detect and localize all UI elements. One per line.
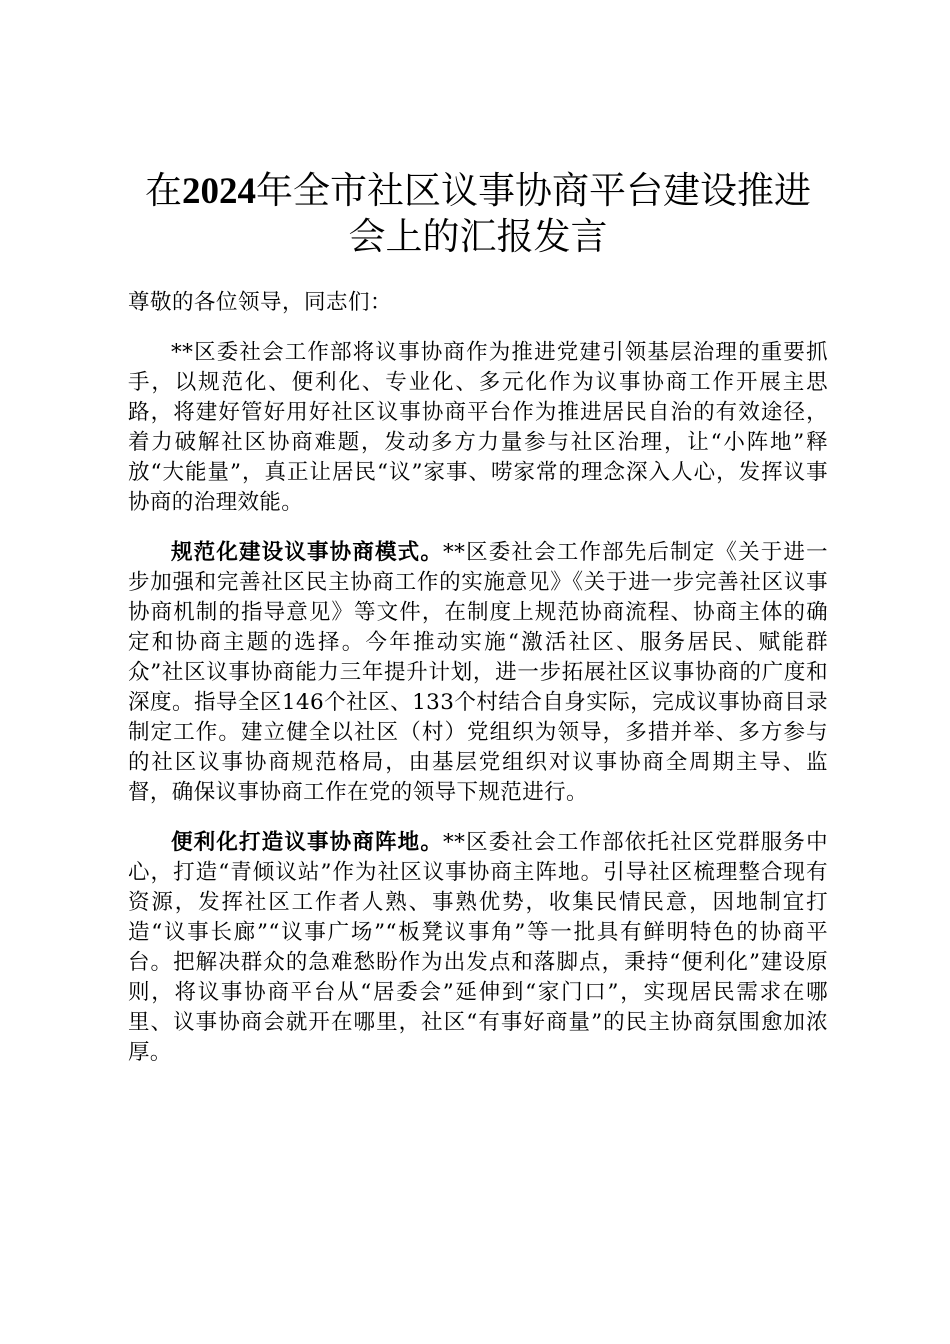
document-title [128, 168, 828, 259]
paragraph-intro [128, 338, 828, 518]
salutation: 尊敬的各位领导，同志们： [128, 290, 393, 315]
paragraph-standardization [128, 538, 828, 808]
paragraph-lead: 便利化打造议事协商阵地。 [171, 830, 444, 855]
document-page [128, 168, 828, 1068]
paragraph-body: **区委社会工作部依托社区党群服务中心，打造“青倾议站”作为社区议事协商主阵地。引导社区梳理整合现有资源，发挥社区工作者人熟、事熟优势，收集民情民意，因地制宜打造“议事长廊”“议事广场”“板凳议事角”等一批具有鲜明特色的协商平台。把解决群众的急难愁盼作为出发点和落脚点，秉持“便利化”建设原则，将议事协商平台从“居委会”延伸到“家门口”，实现居民需求在哪里、议事协商会就开在哪里，社区“有事好商量”的民主协商氛围愈加浓厚。 [128, 830, 828, 1065]
paragraph-lead: 规范化建设议事协商模式。 [171, 540, 444, 565]
title-suffix: 年全市社区议事协商平台建设推进会上的汇报发言 [256, 169, 811, 258]
paragraph-body: **区委社会工作部将议事协商作为推进党建引领基层治理的重要抓手，以规范化、便利化、专业化、多元化作为议事协商工作开展主思路，将建好管好用好社区议事协商平台作为推进居民自治的有效途径，着力破解社区协商难题，发动多方力量参与社区治理，让“小阵地”释放“大能量”，真正让居民“议”家事、唠家常的理念深入人心，发挥议事协商的治理效能。 [128, 340, 828, 515]
title-prefix: 在 [145, 169, 182, 212]
paragraph-convenience [128, 828, 828, 1068]
title-year: 2024 [182, 171, 256, 212]
paragraph-body: **区委社会工作部先后制定《关于进一步加强和完善社区民主协商工作的实施意见》《关于进一步完善社区议事协商机制的指导意见》等文件，在制度上规范协商流程、协商主体的确定和协商主题的选择。今年推动实施“激活社区、服务居民、赋能群众”社区议事协商能力三年提升计划，进一步拓展社区议事协商的广度和深度。指导全区146个社区、133个村结合自身实际，完成议事协商目录制定工作。建立健全以社区（村）党组织为领导，多措并举、多方参与的社区议事协商规范格局，由基层党组织对议事协商全周期主导、监督，确保议事协商工作在党的领导下规范进行。 [128, 540, 828, 805]
